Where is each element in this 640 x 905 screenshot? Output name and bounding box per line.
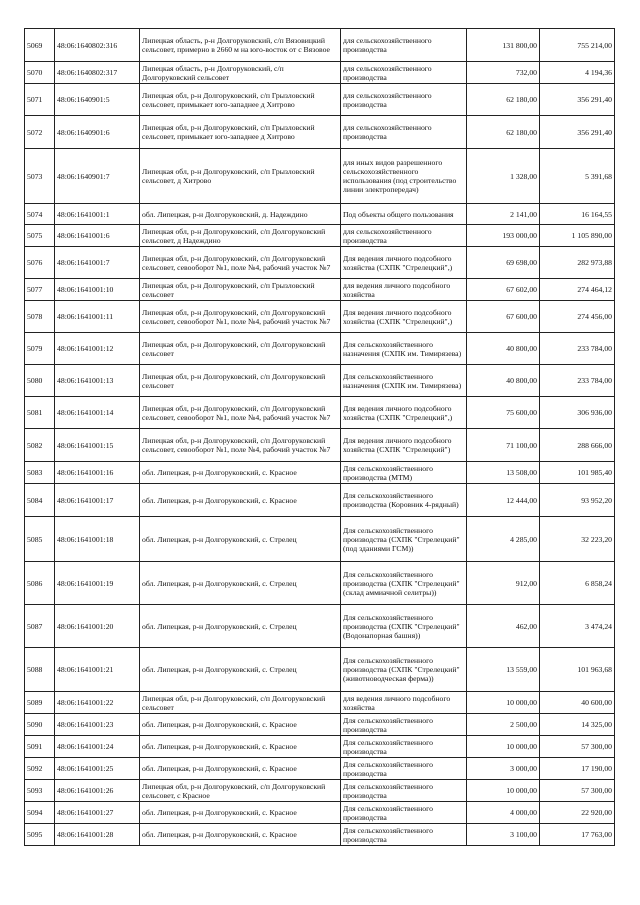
permitted-use: для сельскохозяйственного производства	[341, 225, 467, 247]
plot-area: 2 500,00	[467, 714, 540, 736]
cadastral-number: 48:06:1641001:20	[55, 605, 140, 648]
row-number: 5081	[25, 397, 55, 429]
permitted-use: Для ведения личного подсобного хозяйства (СХПК "Стрелецкий",)	[341, 397, 467, 429]
table-row	[25, 484, 615, 517]
permitted-use: Для сельскохозяйственного производства (Коровник 4-рядный)	[341, 484, 467, 517]
plot-address: Липецкая обл, р-н Долгоруковский, с/п Грызловский сельсовет, примыкает юго-западнее д Хитрово	[140, 116, 341, 149]
row-number: 5074	[25, 204, 55, 225]
plot-address: обл. Липецкая, р-н Долгоруковский, с. Красное	[140, 824, 341, 846]
permitted-use: Для ведения личного подсобного хозяйства (СХПК "Стрелецкий")	[341, 429, 467, 462]
cadastral-number: 48:06:1641001:14	[55, 397, 140, 429]
plot-address: Липецкая обл, р-н Долгоруковский, с/п Долгоруковский сельсовет, севооборот №1, поле №4, рабочий участок №7	[140, 247, 341, 279]
cadastral-number: 48:06:1640901:5	[55, 84, 140, 116]
cadastral-value: 233 784,00	[540, 333, 615, 365]
cadastral-number: 48:06:1640901:7	[55, 149, 140, 204]
plot-area: 12 444,00	[467, 484, 540, 517]
plot-address: обл. Липецкая, р-н Долгоруковский, с. Стрелец	[140, 517, 341, 562]
permitted-use: для сельскохозяйственного производства	[341, 84, 467, 116]
cadastral-number: 48:06:1641001:26	[55, 780, 140, 802]
cadastral-value: 5 391,68	[540, 149, 615, 204]
table-row	[25, 149, 615, 204]
row-number: 5095	[25, 824, 55, 846]
permitted-use: Для сельскохозяйственного производства	[341, 736, 467, 758]
plot-address: Липецкая область, р-н Долгоруковский, с/п Вязовицкий сельсовет, примерно в 2660 м на юго-восток от с Вязовое	[140, 29, 341, 62]
plot-area: 13 508,00	[467, 462, 540, 484]
plot-area: 71 100,00	[467, 429, 540, 462]
table-row	[25, 116, 615, 149]
plot-address: обл. Липецкая, р-н Долгоруковский, с. Красное	[140, 736, 341, 758]
table-row	[25, 279, 615, 301]
permitted-use: Для сельскохозяйственного производства (МТМ)	[341, 462, 467, 484]
table-body	[25, 29, 615, 846]
row-number: 5091	[25, 736, 55, 758]
cadastral-value: 93 952,20	[540, 484, 615, 517]
row-number: 5075	[25, 225, 55, 247]
cadastral-value: 356 291,40	[540, 84, 615, 116]
table-row	[25, 225, 615, 247]
plot-area: 13 559,00	[467, 648, 540, 692]
table-row	[25, 397, 615, 429]
plot-area: 10 000,00	[467, 692, 540, 714]
cadastral-value: 17 190,00	[540, 758, 615, 780]
row-number: 5076	[25, 247, 55, 279]
row-number: 5079	[25, 333, 55, 365]
plot-address: Липецкая обл, р-н Долгоруковский, с/п Долгоруковский сельсовет, севооборот №1, поле №4, рабочий участок №7	[140, 429, 341, 462]
cadastral-number: 48:06:1641001:13	[55, 365, 140, 397]
cadastral-number: 48:06:1641001:24	[55, 736, 140, 758]
table-row	[25, 758, 615, 780]
cadastral-number: 48:06:1641001:11	[55, 301, 140, 333]
plot-address: Липецкая обл, р-н Долгоруковский, с/п Грызловский сельсовет	[140, 279, 341, 301]
row-number: 5071	[25, 84, 55, 116]
cadastral-value: 274 464,12	[540, 279, 615, 301]
cadastral-value: 356 291,40	[540, 116, 615, 149]
cadastral-number: 48:06:1640901:6	[55, 116, 140, 149]
table-row	[25, 692, 615, 714]
plot-area: 10 000,00	[467, 736, 540, 758]
row-number: 5077	[25, 279, 55, 301]
table-row	[25, 333, 615, 365]
row-number: 5086	[25, 562, 55, 605]
cadastral-value: 16 164,55	[540, 204, 615, 225]
row-number: 5082	[25, 429, 55, 462]
row-number: 5088	[25, 648, 55, 692]
plot-address: Липецкая обл, р-н Долгоруковский, с/п Долгоруковский сельсовет	[140, 692, 341, 714]
cadastral-number: 48:06:1641001:17	[55, 484, 140, 517]
cadastral-value: 40 600,00	[540, 692, 615, 714]
cadastral-value: 22 920,00	[540, 802, 615, 824]
table-row	[25, 365, 615, 397]
cadastral-number: 48:06:1641001:19	[55, 562, 140, 605]
permitted-use: Для ведения личного подсобного хозяйства (СХПК "Стрелецкий",)	[341, 301, 467, 333]
cadastral-number: 48:06:1641001:23	[55, 714, 140, 736]
plot-address: Липецкая обл, р-н Долгоруковский, с/п Долгоруковский сельсовет, д Надеждино	[140, 225, 341, 247]
cadastral-value: 233 784,00	[540, 365, 615, 397]
table-row	[25, 62, 615, 84]
cadastral-number: 48:06:1641001:21	[55, 648, 140, 692]
permitted-use: Для сельскохозяйственного производства	[341, 758, 467, 780]
cadastral-value: 3 474,24	[540, 605, 615, 648]
row-number: 5084	[25, 484, 55, 517]
plot-area: 732,00	[467, 62, 540, 84]
row-number: 5069	[25, 29, 55, 62]
permitted-use: Для сельскохозяйственного производства	[341, 780, 467, 802]
plot-area: 67 602,00	[467, 279, 540, 301]
row-number: 5092	[25, 758, 55, 780]
cadastral-number: 48:06:1640802:317	[55, 62, 140, 84]
cadastral-value: 288 666,00	[540, 429, 615, 462]
table-row	[25, 736, 615, 758]
table-row	[25, 802, 615, 824]
permitted-use: для сельскохозяйственного производства	[341, 116, 467, 149]
plot-area: 462,00	[467, 605, 540, 648]
cadastral-number: 48:06:1641001:15	[55, 429, 140, 462]
plot-address: обл. Липецкая, р-н Долгоруковский, с. Красное	[140, 802, 341, 824]
cadastral-value: 101 985,40	[540, 462, 615, 484]
cadastral-number: 48:06:1641001:22	[55, 692, 140, 714]
cadastral-value: 57 300,00	[540, 780, 615, 802]
plot-area: 75 600,00	[467, 397, 540, 429]
plot-area: 40 800,00	[467, 365, 540, 397]
row-number: 5073	[25, 149, 55, 204]
plot-address: Липецкая обл, р-н Долгоруковский, с/п Грызловский сельсовет, примыкает юго-западнее д Хитрово	[140, 84, 341, 116]
cadastral-value: 1 105 890,00	[540, 225, 615, 247]
cadastral-value: 32 223,20	[540, 517, 615, 562]
row-number: 5085	[25, 517, 55, 562]
row-number: 5080	[25, 365, 55, 397]
plot-area: 62 180,00	[467, 84, 540, 116]
land-plots-table	[24, 28, 615, 846]
table-row	[25, 84, 615, 116]
permitted-use: для иных видов разрешенного сельскохозяйственного использования (под строительство линии электропередач)	[341, 149, 467, 204]
table-row	[25, 429, 615, 462]
plot-address: обл. Липецкая, р-н Долгоруковский, с. Стрелец	[140, 605, 341, 648]
row-number: 5094	[25, 802, 55, 824]
plot-area: 3 000,00	[467, 758, 540, 780]
cadastral-number: 48:06:1641001:10	[55, 279, 140, 301]
plot-address: Липецкая обл, р-н Долгоруковский, с/п Долгоруковский сельсовет	[140, 365, 341, 397]
table-row	[25, 301, 615, 333]
plot-address: обл. Липецкая, р-н Долгоруковский, с. Красное	[140, 484, 341, 517]
permitted-use: для ведения личного подсобного хозяйства	[341, 279, 467, 301]
plot-address: обл. Липецкая, р-н Долгоруковский, с. Красное	[140, 758, 341, 780]
plot-area: 912,00	[467, 562, 540, 605]
permitted-use: Для ведения личного подсобного хозяйства (СХПК "Стрелецкий",)	[341, 247, 467, 279]
table-row	[25, 462, 615, 484]
row-number: 5093	[25, 780, 55, 802]
table-row	[25, 780, 615, 802]
plot-area: 4 000,00	[467, 802, 540, 824]
cadastral-value: 17 763,00	[540, 824, 615, 846]
plot-address: Липецкая обл, р-н Долгоруковский, с/п Грызловский сельсовет, д Хитрово	[140, 149, 341, 204]
permitted-use: Для сельскохозяйственного производства	[341, 714, 467, 736]
plot-address: обл. Липецкая, р-н Долгоруковский, с. Красное	[140, 714, 341, 736]
permitted-use: для сельскохозяйственного производства	[341, 62, 467, 84]
plot-area: 69 698,00	[467, 247, 540, 279]
table-row	[25, 824, 615, 846]
cadastral-value: 755 214,00	[540, 29, 615, 62]
plot-address: Липецкая обл, р-н Долгоруковский, с/п Долгоруковский сельсовет, севооборот №1, поле №4, рабочий участок №7	[140, 301, 341, 333]
row-number: 5070	[25, 62, 55, 84]
cadastral-number: 48:06:1641001:27	[55, 802, 140, 824]
permitted-use: Для сельскохозяйственного производства (СХПК "Стрелецкий" (под зданиями ГСМ))	[341, 517, 467, 562]
row-number: 5090	[25, 714, 55, 736]
plot-address: обл. Липецкая, р-н Долгоруковский, д. Надеждино	[140, 204, 341, 225]
cadastral-value: 306 936,00	[540, 397, 615, 429]
cadastral-number: 48:06:1641001:1	[55, 204, 140, 225]
cadastral-number: 48:06:1641001:16	[55, 462, 140, 484]
cadastral-value: 101 963,68	[540, 648, 615, 692]
row-number: 5087	[25, 605, 55, 648]
permitted-use: Под объекты общего пользования	[341, 204, 467, 225]
plot-area: 2 141,00	[467, 204, 540, 225]
permitted-use: Для сельскохозяйственного назначения (СХПК им. Тимирязева)	[341, 333, 467, 365]
permitted-use: Для сельскохозяйственного производства (СХПК "Стрелецкий"(животноводческая ферма))	[341, 648, 467, 692]
cadastral-value: 274 456,00	[540, 301, 615, 333]
table-row	[25, 562, 615, 605]
cadastral-value: 57 300,00	[540, 736, 615, 758]
cadastral-value: 6 858,24	[540, 562, 615, 605]
row-number: 5072	[25, 116, 55, 149]
row-number: 5083	[25, 462, 55, 484]
plot-area: 4 285,00	[467, 517, 540, 562]
plot-area: 131 800,00	[467, 29, 540, 62]
plot-address: Липецкая обл, р-н Долгоруковский, с/п Долгоруковский сельсовет, с Красное	[140, 780, 341, 802]
permitted-use: Для сельскохозяйственного производства (СХПК "Стрелецкий" (Водонапорная башня))	[341, 605, 467, 648]
plot-area: 62 180,00	[467, 116, 540, 149]
table-row	[25, 247, 615, 279]
table-row	[25, 714, 615, 736]
row-number: 5078	[25, 301, 55, 333]
plot-area: 3 100,00	[467, 824, 540, 846]
plot-address: обл. Липецкая, р-н Долгоруковский, с. Стрелец	[140, 562, 341, 605]
permitted-use: для ведения личного подсобного хозяйства	[341, 692, 467, 714]
plot-address: обл. Липецкая, р-н Долгоруковский, с. Стрелец	[140, 648, 341, 692]
table-row	[25, 648, 615, 692]
cadastral-number: 48:06:1641001:6	[55, 225, 140, 247]
cadastral-number: 48:06:1641001:18	[55, 517, 140, 562]
cadastral-value: 4 194,36	[540, 62, 615, 84]
row-number: 5089	[25, 692, 55, 714]
cadastral-value: 282 973,88	[540, 247, 615, 279]
table-row	[25, 204, 615, 225]
plot-area: 10 000,00	[467, 780, 540, 802]
cadastral-number: 48:06:1641001:7	[55, 247, 140, 279]
cadastral-number: 48:06:1640802:316	[55, 29, 140, 62]
permitted-use: Для сельскохозяйственного производства	[341, 824, 467, 846]
cadastral-value: 14 325,00	[540, 714, 615, 736]
permitted-use: Для сельскохозяйственного назначения (СХПК им. Тимирязева)	[341, 365, 467, 397]
plot-address: Липецкая обл, р-н Долгоруковский, с/п Долгоруковский сельсовет	[140, 333, 341, 365]
cadastral-number: 48:06:1641001:28	[55, 824, 140, 846]
table-row	[25, 29, 615, 62]
cadastral-number: 48:06:1641001:25	[55, 758, 140, 780]
table-row	[25, 517, 615, 562]
cadastral-number: 48:06:1641001:12	[55, 333, 140, 365]
plot-area: 40 800,00	[467, 333, 540, 365]
table-row	[25, 605, 615, 648]
plot-address: Липецкая область, р-н Долгоруковский, с/п Долгоруковский сельсовет	[140, 62, 341, 84]
plot-area: 67 600,00	[467, 301, 540, 333]
plot-area: 1 328,00	[467, 149, 540, 204]
plot-address: обл. Липецкая, р-н Долгоруковский, с. Красное	[140, 462, 341, 484]
plot-area: 193 000,00	[467, 225, 540, 247]
permitted-use: для сельскохозяйственного производства	[341, 29, 467, 62]
plot-address: Липецкая обл, р-н Долгоруковский, с/п Долгоруковский сельсовет, севооборот №1, поле №4, рабочий участок №7	[140, 397, 341, 429]
permitted-use: Для сельскохозяйственного производства (СХПК "Стрелецкий" (склад аммиачной селитры))	[341, 562, 467, 605]
permitted-use: Для сельскохозяйственного производства	[341, 802, 467, 824]
